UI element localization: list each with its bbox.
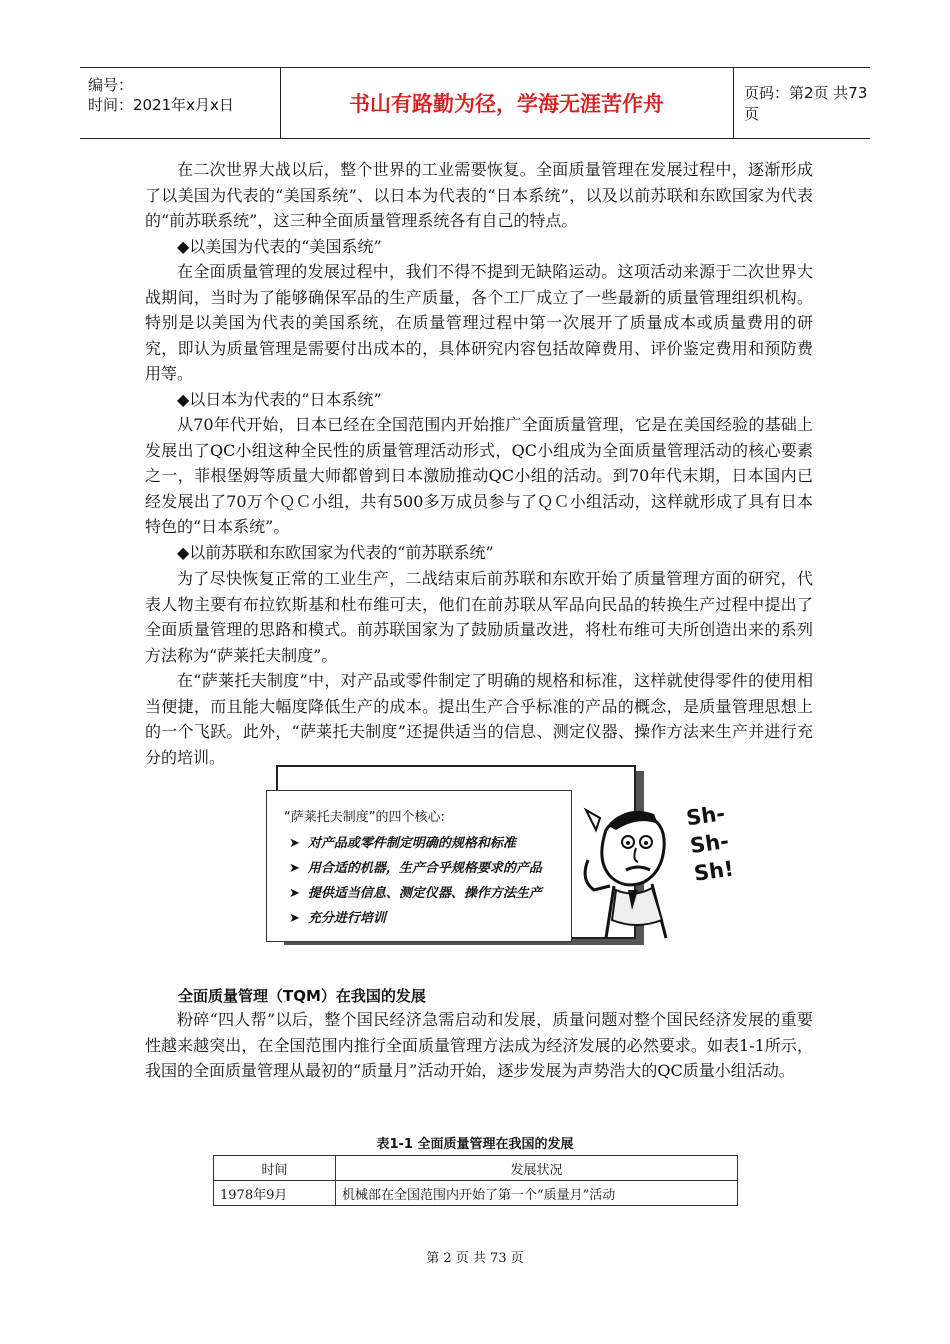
table-row (214, 1181, 738, 1206)
illustration-item: ➤ 提供适当信息、测定仪器、操作方法生产 (289, 886, 542, 901)
paragraph-china: 粉碎“四人帮”以后，整个国民经济急需启动和发展，质量问题对整个国民经济发展的重要性越来越突出，在全国范围内推行全面质量管理方法成为经济发展的必然要求。如表1-1所示，我国的全面质量管理从最初的“质量月”活动开始，逐步发展为声势浩大的QC质量小组活动。 (145, 1010, 813, 1081)
header-status: 发展状况 (336, 1156, 738, 1181)
header-motto: 书山有路勤为径，学海无涯苦作舟 (280, 68, 734, 138)
illustration-item: ➤ 用合适的机器，生产合乎规格要求的产品 (289, 861, 542, 876)
table-caption: 表1-1 全面质量管理在我国的发展 (376, 1137, 574, 1152)
arrow-icon: ➤ (289, 911, 300, 926)
illustration-item: ➤ 对产品或零件制定明确的规格和标准 (289, 836, 516, 851)
time-label: 时间：2021年x月x日 (88, 96, 234, 114)
cell-status: 机械部在全国范围内开始了第一个“质量月”活动 (336, 1181, 738, 1206)
cell-time: 1978年9月 (214, 1181, 336, 1206)
section-title: 全面质量管理（TQM）在我国的发展 (178, 987, 426, 1005)
bullet-japan: ◆以日本为代表的“日本系统” (177, 390, 382, 409)
paragraph-ussr: 为了尽快恢复正常的工业生产，二战结束后前苏联和东欧开始了质量管理方面的研究，代表人物主要有布拉钦斯基和杜布维可夫，他们在前苏联从军品向民品的转换生产过程中提出了全面质量管理的思路和模式。前苏联国家为了鼓励质量改进，将杜布维可夫所创造出来的系列方法称为“萨莱托夫制度”。 (145, 569, 813, 665)
paragraph-saratov: 在“萨莱托夫制度”中，对产品或零件制定了明确的规格和标准，这样就使得零件的使用相当便捷，而且能大幅度降低生产的成本。提出生产合乎标准的产品的概念，是质量管理思想上的一个飞跃。此外，“萨莱托夫制度”还提供适当的信息、测定仪器、操作方法来生产并进行充分的培训。 (145, 671, 813, 767)
page-header (80, 67, 870, 139)
header-meta (80, 68, 281, 138)
number-label: 编号： (88, 76, 134, 94)
paragraph-intro: 在二次世界大战以后，整个世界的工业需要恢复。全面质量管理在发展过程中，逐渐形成了以美国为代表的“美国系统”、以日本为代表的“日本系统”，以及以前苏联和东欧国家为代表的“前苏联系统”，这三种全面质量管理系统各有自己的特点。 (145, 160, 813, 231)
arrow-icon: ➤ (289, 836, 300, 851)
speech-text: Sh-Sh-Sh! (684, 801, 736, 886)
illustration-title: “萨莱托夫制度”的四个核心: (284, 810, 445, 825)
arrow-icon: ➤ (289, 886, 300, 901)
header-page-label: 页码：第2页 共73页 (744, 84, 868, 123)
arrow-icon: ➤ (289, 861, 300, 876)
bullet-ussr: ◆以前苏联和东欧国家为代表的“前苏联系统” (177, 543, 494, 562)
paragraph-japan: 从70年代开始，日本已经在全国范围内开始推广全面质量管理，它是在美国经验的基础上发展出了QC小组这种全民性的质量管理活动形式，QC小组成为全面质量管理活动的核心要素之一，菲根堡姆等质量大师都曾到日本激励推动QC小组的活动。到70年代末期，日本国内已经发展出了70万个ＱＣ小组，共有500多万成员参与了ＱＣ小组活动，这样就形成了具有日本特色的“日本系统”。 (145, 415, 813, 537)
table-header-row (214, 1156, 738, 1181)
page-footer: 第 2 页 共 73 页 (426, 1251, 524, 1266)
header-time: 时间 (214, 1156, 336, 1181)
illustration-item: ➤ 充分进行培训 (289, 911, 386, 926)
development-table (213, 1155, 738, 1206)
paragraph-usa: 在全面质量管理的发展过程中，我们不得不提到无缺陷运动。这项活动来源于二次世界大战期间，当时为了能够确保军品的生产质量，各个工厂成立了一些最新的质量管理组织机构。特别是以美国为代表的美国系统，在质量管理过程中第一次展开了质量成本或质量费用的研究，即认为质量管理是需要付出成本的，具体研究内容包括故障费用、评价鉴定费用和预防费用等。 (145, 262, 813, 384)
bullet-usa: ◆以美国为代表的“美国系统” (177, 237, 382, 256)
